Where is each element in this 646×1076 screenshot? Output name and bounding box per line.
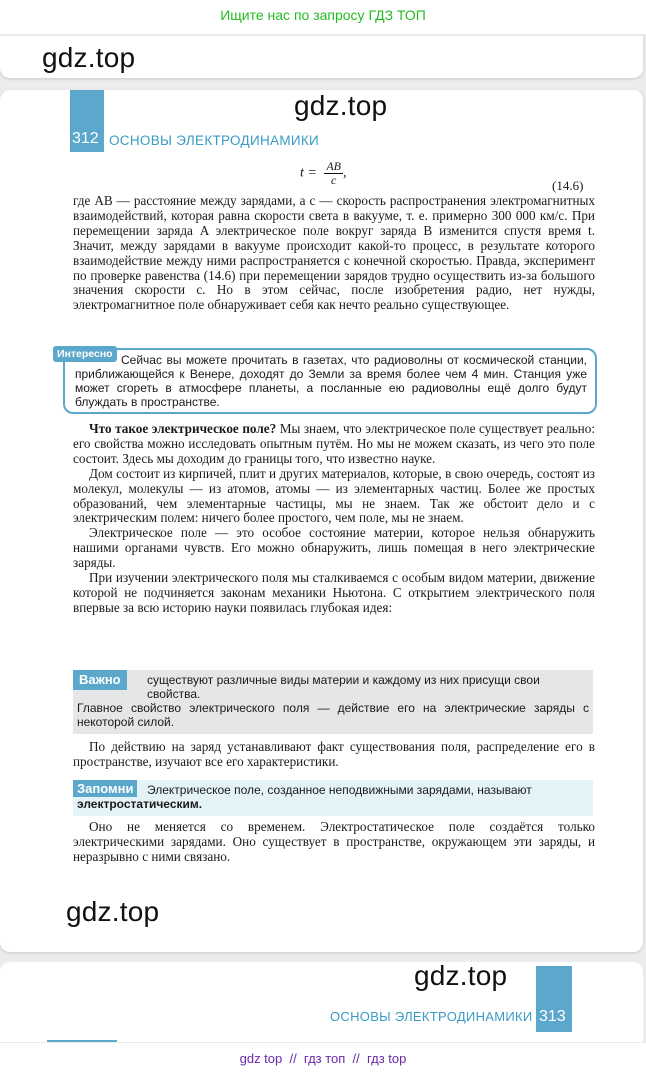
paragraph-5: При изучении электрического поля мы сталкиваемся с особым видом материи, движение которой не подчиняется законам механики Ньютона. С открытием электрического поля впервые за всю историю науки появилась глубокая идея: — [73, 570, 595, 615]
important-line-1: существуют различные виды материи и каждому из них присущи свои свойства. — [147, 673, 540, 701]
footer-bar — [0, 1043, 646, 1076]
interesting-callout — [57, 348, 597, 414]
formula-trail: , — [343, 165, 347, 181]
paragraph-6-text: По действию на заряд устанавливают факт существования поля, распределение его в пространстве, изучают все его характеристики. — [73, 739, 595, 769]
chapter-title: ОСНОВЫ ЭЛЕКТРОДИНАМИКИ — [109, 133, 320, 148]
page-number-box — [536, 966, 572, 1032]
section-what-is-field — [73, 422, 595, 616]
watermark: gdz.top — [66, 896, 160, 927]
paragraph-7 — [73, 820, 595, 865]
watermark: gdz.top — [42, 42, 136, 73]
important-tag: Важно — [73, 670, 127, 690]
formula-fraction — [324, 160, 343, 187]
watermark: gdz.top — [294, 90, 388, 121]
formula-numerator: AB — [326, 159, 342, 173]
important-line-2: Главное свойство электрического поля — действие его на электрические заряды с некоторой силой. — [77, 701, 589, 729]
interesting-tag: Интересно — [53, 346, 117, 362]
paragraph-3: Дом состоит из кирпичей, плит и других материалов, которые, в свою очередь, состоят из молекул, молекулы — из атомов, атомы — из элементарных частиц. Более же простых образований, чем элементарные частицы, мы не знаем. Так же обстоит дело и с электрическим полем: ничего более простого, чем поле, мы не знаем. — [73, 465, 595, 526]
page-313 — [0, 962, 643, 1042]
paragraph-6 — [73, 740, 595, 770]
remember-term: электростатическим. — [77, 797, 203, 811]
footer-links[interactable]: gdz top // гдз топ // гдз top — [239, 1051, 407, 1066]
banner-text: Ищите нас по запросу ГДЗ ТОП — [220, 7, 426, 23]
accent-rule — [47, 1040, 117, 1042]
question-heading: Что такое электрическое поле? — [89, 421, 277, 436]
header-card — [0, 36, 643, 78]
paragraph-1-text: где AB — расстояние между зарядами, а c — скорость распространения электромагнитных взаимодействий, которая равна скорости света в вакууме, т. е. примерно 300 000 км/с. При перемещении заряда A электрическое поле вокруг заряда B изменится спустя время t. Значит, между зарядами в вакууме происходит какой-то процесс, в результате которого взаимодействие между ними распространяется с конечной скоростью. Правда, эксперимент по проверке равенства (14.6) при перемещении зарядов трудно осуществить из-за большого значения скорости c. Но в этом сейчас, после изобретения радио, нет нужды, электромагнитное поле обнаруживает себя как нечто реально существующее. — [73, 193, 595, 313]
page-number: 313 — [539, 1008, 566, 1025]
important-box — [73, 670, 593, 734]
paragraph-4: Электрическое поле — это особое состояние материи, которое нельзя обнаружить нашими органами чувств. Его можно обнаружить, лишь помещая в него электрические заряды. — [73, 525, 595, 571]
paragraph-2: Что такое электрическое поле? Мы знаем, что электрическое поле существует реально: его свойства можно исследовать опытным путём. Но мы не можем сказать, из чего это поле состоит. Здесь мы доходим до границы того, что известно науке. — [73, 421, 595, 466]
paragraph-1 — [73, 194, 595, 313]
formula-lhs: t = — [300, 165, 317, 181]
chapter-title: ОСНОВЫ ЭЛЕКТРОДИНАМИКИ — [330, 1009, 533, 1024]
remember-tag: Запомни — [73, 780, 137, 797]
interesting-text: Сейчас вы можете прочитать в газетах, что радиоволны от космической станции, приближающейся к Венере, доходят до Земли за время более чем 4 мин. Станция уже может сгореть в атмосфере планеты, а посланные ею радиоволны ещё долго будут блуждать в пространстве. — [75, 353, 587, 409]
page-312 — [0, 90, 643, 952]
watermark: gdz.top — [414, 960, 508, 991]
formula-denominator: c — [331, 173, 337, 187]
remember-text: Электрическое поле, созданное неподвижными зарядами, называют электростатическим. — [77, 783, 532, 811]
formula-14-6 — [300, 160, 347, 187]
page-number-box — [70, 90, 104, 152]
remember-box — [73, 780, 593, 816]
paragraph-7-text: Оно не меняется со временем. Электростатическое поле создаётся только электрическими зарядами. Оно существует в пространстве, окружающем эти заряды, и неразрывно с ними связано. — [73, 819, 595, 864]
equation-label: (14.6) — [552, 178, 584, 193]
page-number: 312 — [72, 130, 99, 147]
top-banner — [0, 0, 646, 34]
